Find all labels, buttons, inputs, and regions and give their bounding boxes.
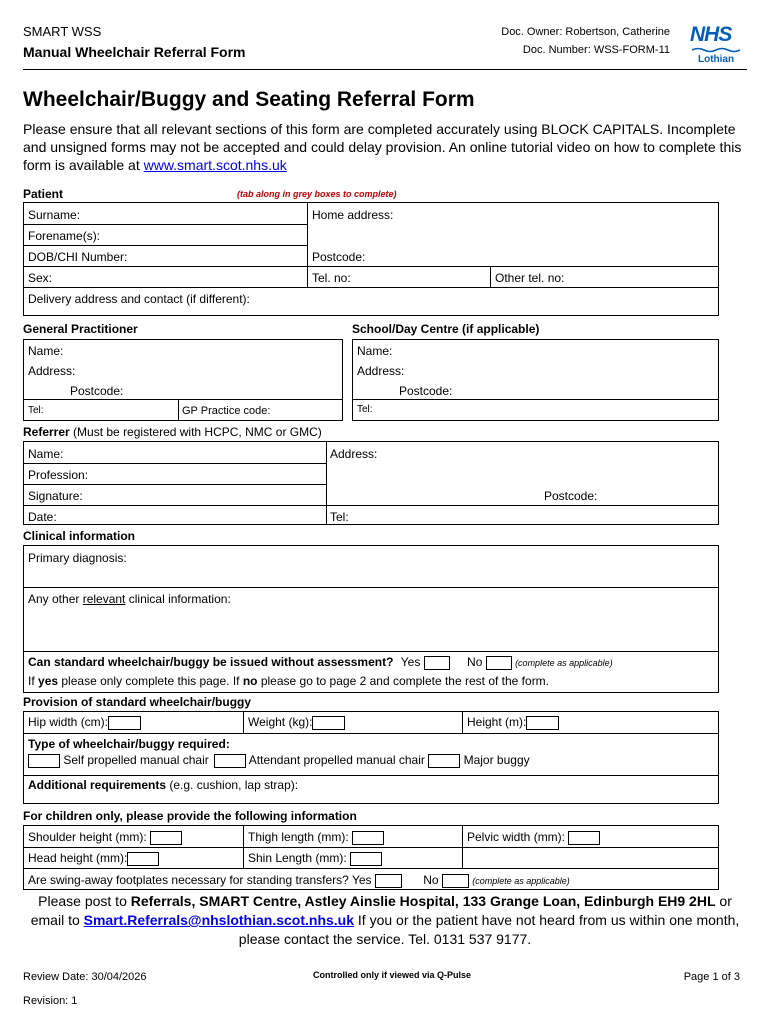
patient-heading: Patient	[23, 187, 64, 201]
tutorial-link[interactable]: www.smart.scot.nhs.uk	[143, 157, 287, 173]
thigh-input[interactable]	[352, 831, 384, 845]
school-name-field[interactable]: Name:	[357, 344, 393, 358]
swing-no-label: No	[423, 873, 439, 887]
forenames-field[interactable]: Forename(s):	[28, 229, 101, 243]
assessment-question-row	[28, 655, 613, 670]
intro-text	[23, 120, 748, 174]
shoulder-label: Shoulder height (mm):	[28, 830, 147, 844]
home-address-field[interactable]: Home address:	[312, 208, 394, 222]
post-instructions	[23, 892, 747, 949]
additional-note: (e.g. cushion, lap strap):	[166, 778, 299, 792]
height-row	[467, 715, 559, 730]
shoulder-row	[28, 830, 182, 845]
inst-end: please go to page 2 and complete the rest of the form.	[257, 674, 550, 688]
attendant-label: Attendant propelled manual chair	[248, 753, 425, 767]
school-postcode-field[interactable]: Postcode:	[399, 384, 453, 398]
swing-yes-label: Yes	[351, 873, 372, 887]
thigh-row	[248, 830, 384, 845]
post-pre: Please post to	[38, 893, 131, 909]
logo-wave-icon	[692, 47, 740, 53]
header-divider	[23, 69, 747, 70]
height-input[interactable]	[526, 716, 559, 730]
attendant-box[interactable]	[214, 754, 246, 768]
thigh-label: Thigh length (mm):	[248, 830, 349, 844]
type-heading: Type of wheelchair/buggy required:	[28, 737, 230, 751]
other-clinical-pre: Any other	[28, 592, 83, 606]
tel-field[interactable]: Tel. no:	[312, 271, 351, 285]
type-options-row	[28, 753, 530, 768]
other-clinical-post: clinical information:	[125, 592, 231, 606]
weight-input[interactable]	[312, 716, 345, 730]
referrer-name-field[interactable]: Name:	[28, 447, 64, 461]
other-clinical-underline: relevant	[82, 592, 126, 606]
form-name: Manual Wheelchair Referral Form	[23, 44, 246, 60]
major-buggy-label: Major buggy	[463, 753, 530, 767]
page-number: Page 1 of 3	[683, 971, 740, 983]
patient-hint: (tab along in grey boxes to complete)	[237, 189, 397, 199]
referrer-address-field[interactable]: Address:	[330, 447, 378, 461]
referral-email-link[interactable]: Smart.Referrals@nhslothian.scot.nhs.uk	[83, 912, 355, 928]
gp-practice-code-field[interactable]: GP Practice code:	[182, 405, 271, 417]
other-clinical-field[interactable]	[28, 592, 231, 606]
swing-applicable-note: (complete as applicable)	[472, 876, 570, 886]
gp-heading: General Practitioner	[23, 322, 138, 336]
shin-label: Shin Length (mm):	[248, 851, 347, 865]
provision-heading: Provision of standard wheelchair/buggy	[23, 695, 252, 709]
shin-row	[248, 851, 382, 866]
school-box	[352, 339, 719, 421]
swing-yes-box[interactable]	[375, 874, 402, 888]
inst-if: If	[28, 674, 39, 688]
swing-row	[28, 873, 570, 888]
revision: Revision: 1	[23, 995, 78, 1007]
provision-box	[23, 711, 719, 804]
pelvic-row	[467, 830, 600, 845]
referrer-tel-field[interactable]: Tel:	[330, 510, 349, 524]
doc-number: Doc. Number: WSS-FORM-11	[522, 44, 670, 56]
referrer-date-field[interactable]: Date:	[28, 510, 57, 524]
swing-question: Are swing-away footplates necessary for standing transfers?	[28, 873, 349, 887]
gp-name-field[interactable]: Name:	[28, 344, 64, 358]
head-label: Head height (mm):	[28, 851, 128, 865]
assessment-yes-box[interactable]	[424, 656, 450, 670]
gp-box	[23, 339, 343, 421]
postcode-field[interactable]: Postcode:	[312, 250, 366, 264]
referrer-note: (Must be registered with HCPC, NMC or GMC)	[73, 425, 322, 439]
logo-sub: Lothian	[698, 54, 735, 65]
additional-bold: Additional requirements	[28, 778, 167, 792]
pelvic-label: Pelvic width (mm):	[467, 830, 566, 844]
logo-text: NHS	[690, 23, 732, 46]
additional-requirements-field[interactable]	[28, 778, 298, 792]
gp-tel-field[interactable]: Tel:	[28, 405, 44, 416]
assessment-applicable-note: (complete as applicable)	[515, 658, 613, 668]
dob-field[interactable]: DOB/CHI Number:	[28, 250, 128, 264]
inst-no: no	[242, 674, 258, 688]
surname-field[interactable]: Surname:	[28, 208, 81, 222]
clinical-heading: Clinical information	[23, 529, 136, 543]
review-date: Review Date: 30/04/2026	[23, 971, 147, 983]
intro-body: Please ensure that all relevant sections of this form are completed accurately using BLOCK CAPITALS. Incomplete and unsigned forms may not be accepted and could delay provision. An online tutorial video on how to complete this form is available at	[23, 121, 742, 173]
weight-label: Weight (kg):	[248, 715, 313, 729]
shoulder-input[interactable]	[150, 831, 182, 845]
school-tel-field[interactable]: Tel:	[357, 404, 373, 415]
assessment-no-box[interactable]	[486, 656, 512, 670]
children-heading: For children only, please provide the following information	[23, 809, 357, 823]
nhs-lothian-logo	[690, 23, 744, 67]
doc-owner: Doc. Owner: Robertson, Catherine	[501, 26, 670, 38]
school-address-field[interactable]: Address:	[357, 364, 405, 378]
post-mid: or email to	[30, 893, 732, 928]
assessment-no-label: No	[467, 655, 483, 669]
primary-diagnosis-field[interactable]: Primary diagnosis:	[28, 551, 127, 565]
hip-width-row	[28, 715, 141, 730]
major-buggy-box[interactable]	[428, 754, 460, 768]
self-propelled-box[interactable]	[28, 754, 60, 768]
post-address: Referrals, SMART Centre, Astley Ainslie Hospital, 133 Grange Loan, Edinburgh EH9 2HL	[130, 893, 716, 909]
referrer-profession-field[interactable]: Profession:	[28, 468, 89, 482]
self-propelled-label: Self propelled manual chair	[63, 753, 209, 767]
assessment-question: Can standard wheelchair/buggy be issued without assessment?	[28, 655, 394, 669]
referrer-box	[23, 441, 719, 525]
school-heading: School/Day Centre (if applicable)	[352, 322, 540, 336]
gp-address-field[interactable]: Address:	[28, 364, 76, 378]
inst-yes: yes	[38, 674, 59, 688]
gp-postcode-field[interactable]: Postcode:	[70, 384, 124, 398]
referrer-signature-field[interactable]: Signature:	[28, 489, 83, 503]
pelvic-input[interactable]	[568, 831, 600, 845]
referrer-heading: Referrer	[23, 425, 70, 439]
inst-mid: please only complete this page. If	[58, 674, 243, 688]
children-box	[23, 825, 719, 890]
hip-width-input[interactable]	[108, 716, 141, 730]
shin-input[interactable]	[350, 852, 382, 866]
assessment-instruction	[28, 674, 549, 688]
page-title: Wheelchair/Buggy and Seating Referral Form	[23, 88, 475, 111]
sex-field[interactable]: Sex:	[28, 271, 53, 285]
patient-box	[23, 202, 719, 316]
referrer-postcode-field[interactable]: Postcode:	[544, 489, 598, 503]
delivery-address-field[interactable]: Delivery address and contact (if different):	[28, 292, 250, 306]
other-tel-field[interactable]: Other tel. no:	[495, 271, 565, 285]
clinical-box	[23, 545, 719, 693]
referrer-heading-row	[23, 425, 322, 439]
hip-width-label: Hip width (cm):	[28, 715, 109, 729]
head-input[interactable]	[127, 852, 159, 866]
controlled-note: Controlled only if viewed via Q-Pulse	[313, 970, 472, 980]
swing-no-box[interactable]	[442, 874, 469, 888]
assessment-yes-label: Yes	[400, 655, 421, 669]
head-row	[28, 851, 159, 866]
org-name: SMART WSS	[23, 24, 102, 39]
post-end: If you or the patient have not heard from us within one month, please contact the service. Tel. 0131 537 9177.	[238, 912, 740, 947]
weight-row	[248, 715, 345, 730]
height-label: Height (m):	[467, 715, 527, 729]
